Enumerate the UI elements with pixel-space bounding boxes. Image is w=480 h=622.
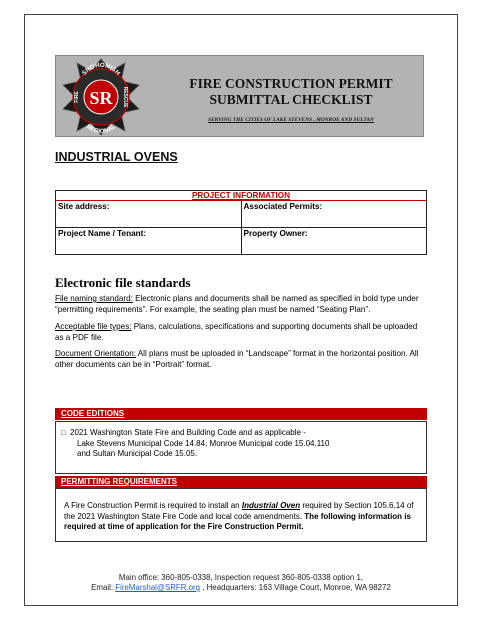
permitting-requirements-text bbox=[64, 501, 420, 533]
acceptable-file-types bbox=[55, 322, 427, 343]
project-name-field[interactable]: Project Name / Tenant: bbox=[56, 228, 242, 255]
fire-marshal-email-link[interactable]: FireMarshal@SRFR.org bbox=[115, 583, 201, 592]
permitting-requirements-box bbox=[55, 488, 427, 542]
document-orientation bbox=[55, 349, 427, 370]
logo-left-text: FIRE bbox=[74, 91, 80, 103]
associated-permits-field[interactable]: Associated Permits: bbox=[241, 201, 427, 228]
file-naming-label: File naming standard: bbox=[55, 294, 133, 303]
title-line-2: SUBMITTAL CHECKLIST bbox=[209, 92, 373, 107]
code-editions-header: CODE EDITIONS bbox=[55, 408, 427, 420]
property-owner-field[interactable]: Property Owner: bbox=[241, 228, 427, 255]
document-title bbox=[166, 76, 416, 108]
orientation-text: All plans must be uploaded in “Landscape” format in the horizontal position. All other documents can be in “Portrait” format. bbox=[55, 349, 419, 369]
site-address-field[interactable]: Site address: bbox=[56, 201, 242, 228]
permit-text-before: A Fire Construction Permit is required to install an bbox=[64, 501, 242, 510]
file-types-text: Plans, calculations, specifications and supporting documents shall be uploaded as a PDF file. bbox=[55, 322, 418, 342]
headquarters-address: , Headquarters: 163 Village Court, Monroe, WA 98272 bbox=[200, 583, 391, 592]
code-line-1: 2021 Washington State Fire and Building Code and as applicable - bbox=[70, 428, 306, 437]
permit-text-after: required by Section 105.6.14 of the 2021 Washington State Fire Code and local code amendments. bbox=[64, 501, 414, 521]
logo-bottom-text: REGIONAL bbox=[84, 123, 118, 136]
code-editions-checkbox[interactable]: □ bbox=[61, 430, 66, 437]
project-information-table bbox=[55, 190, 427, 255]
file-naming-text: Electronic plans and documents shall be named as specified in bold type under “permitting requirements”. For example, the seating plan must be named “Seating Plan”. bbox=[55, 294, 419, 314]
email-label: Email: bbox=[91, 583, 116, 592]
logo-top-text: SNOHOMISH bbox=[80, 61, 122, 77]
code-line-3: and Sultan Municipal Code 15.05. bbox=[77, 449, 198, 458]
title-line-1: FIRE CONSTRUCTION PERMIT bbox=[189, 76, 393, 91]
file-types-label: Acceptable file types: bbox=[55, 322, 132, 331]
code-line-2: Lake Stevens Municipal Code 14.84, Monroe Municipal code 15.04.110 bbox=[77, 438, 330, 448]
code-editions-box bbox=[55, 421, 427, 474]
header-band bbox=[55, 55, 424, 137]
orientation-label: Document Orientation: bbox=[55, 349, 136, 358]
code-editions-text bbox=[70, 428, 329, 460]
permitting-requirements-header: PERMITTING REQUIREMENTS bbox=[55, 476, 427, 488]
footer-line-2 bbox=[24, 583, 458, 593]
permit-bold-text: The following information is required at time of application for the Fire Construction Permit. bbox=[64, 511, 411, 531]
footer bbox=[24, 573, 458, 593]
industrial-oven-emphasis: Industrial Oven bbox=[241, 501, 301, 510]
section-title: INDUSTRIAL OVENS bbox=[55, 150, 178, 164]
service-area-subtitle: SERVING THE CITIES OF LAKE STEVENS , MONROE AND SULTAN bbox=[208, 117, 374, 123]
file-naming-standard bbox=[55, 294, 427, 315]
logo-monogram: SR bbox=[89, 88, 113, 108]
footer-line-1: Main office: 360-805-0338, Inspection request 360-805-0338 option 1, bbox=[118, 573, 364, 582]
electronic-file-standards-heading: Electronic file standards bbox=[55, 275, 191, 290]
project-information-header: PROJECT INFORMATION bbox=[56, 191, 427, 201]
logo-right-text: RESCUE bbox=[122, 86, 128, 108]
snohomish-regional-fire-rescue-logo bbox=[59, 57, 143, 137]
